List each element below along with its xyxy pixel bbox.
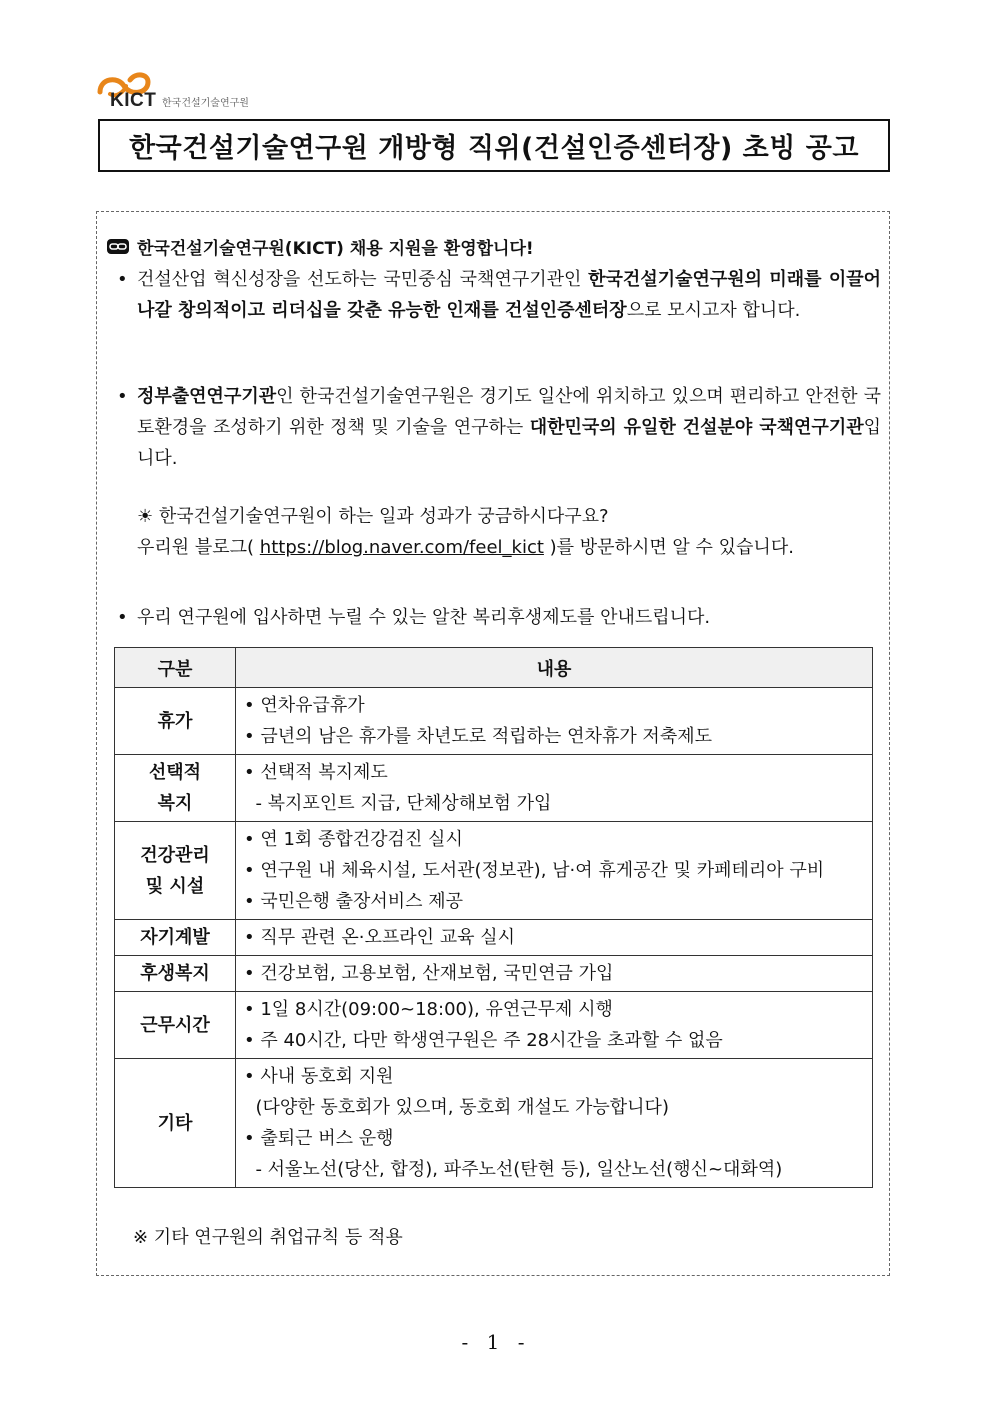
row-category: 자기계발 <box>115 920 236 956</box>
content-line: - 서울노선(당산, 합정), 파주노선(탄현 등), 일산노선(행신~대화역) <box>244 1159 783 1180</box>
logo-name: 한국건설기술연구원 <box>162 98 249 109</box>
table-row <box>115 1059 873 1188</box>
content-line: - 복지포인트 지급, 단체상해보험 가입 <box>244 793 552 814</box>
welcome-text: 한국건설기술연구원(KICT) 채용 지원을 환영합니다! <box>137 239 534 259</box>
p1-a: 건설산업 혁신성장을 선도하는 국민중심 국책연구기관인 <box>137 269 589 290</box>
p2-a: 정부출연연구기관 <box>137 386 277 407</box>
table-row <box>115 755 873 822</box>
bullet-icon: • <box>117 607 128 628</box>
intro-paragraph-3 <box>117 602 881 633</box>
row-category: 건강관리 및 시설 <box>115 822 236 920</box>
link-icon <box>107 239 129 254</box>
p2-c: 대한민국의 유일한 건설분야 국책연구기관 <box>529 417 864 438</box>
content-line: • 선택적 복지제도 <box>244 762 388 783</box>
p1-c: 으로 모시고자 합니다. <box>626 300 801 321</box>
row-content <box>236 822 873 920</box>
blog-question: ☀ 한국건설기술연구원이 하는 일과 성과가 궁금하시다구요? <box>137 506 609 527</box>
blog-line <box>137 532 794 563</box>
content-line: • 출퇴근 버스 운행 <box>244 1128 394 1149</box>
p2-d: 입니다. <box>137 417 881 469</box>
header-content: 내용 <box>236 648 873 688</box>
blog-post: )를 방문하시면 알 수 있습니다. <box>543 537 794 558</box>
bullet-icon: • <box>117 386 128 407</box>
content-line: • 건강보험, 고용보험, 산재보험, 국민연금 가입 <box>244 963 614 984</box>
bullet-icon: • <box>117 269 128 290</box>
content-box <box>96 211 890 1276</box>
content-line: • 사내 동호회 지원 <box>244 1066 394 1087</box>
intro-paragraph-2 <box>117 381 881 474</box>
benefits-table <box>114 647 873 1188</box>
page-number: - 1 - <box>461 1330 531 1354</box>
p1-b: 한국건설기술연구원의 미래를 이끌어 나갈 창의적이고 리더십을 갖춘 유능한 인재를 건설인증센터장 <box>137 269 881 321</box>
logo-text: KICT <box>110 90 157 111</box>
row-content <box>236 755 873 822</box>
content-line: • 1일 8시간(09:00~18:00), 유연근무제 시행 <box>244 999 613 1020</box>
row-content <box>236 1059 873 1188</box>
content-line: • 금년의 남은 휴가를 차년도로 적립하는 연차휴가 저축제도 <box>244 726 712 747</box>
table-row <box>115 920 873 956</box>
row-category: 기타 <box>115 1059 236 1188</box>
content-line: • 국민은행 출장서비스 제공 <box>244 891 464 912</box>
welcome-heading <box>107 234 534 259</box>
row-content <box>236 956 873 992</box>
blog-pre: 우리원 블로그( <box>137 537 260 558</box>
row-content <box>236 920 873 956</box>
p2-b: 인 한국건설기술연구원은 경기도 일산에 위치하고 있으며 편리하고 안전한 국토환경을 조성하기 위한 정책 및 기술을 연구하는 <box>137 386 881 438</box>
blog-link[interactable]: https://blog.naver.com/feel_kict <box>259 537 544 558</box>
table-row <box>115 956 873 992</box>
content-line: (다양한 동호회가 있으며, 동호회 개설도 가능합니다) <box>244 1097 669 1118</box>
row-category: 근무시간 <box>115 992 236 1059</box>
content-line: • 연구원 내 체육시설, 도서관(정보관), 남·여 휴게공간 및 카페테리아 구비 <box>244 860 825 881</box>
row-category: 휴가 <box>115 688 236 755</box>
row-category: 선택적 복지 <box>115 755 236 822</box>
p3-text: 우리 연구원에 입사하면 누릴 수 있는 알찬 복리후생제도를 안내드립니다. <box>137 607 711 628</box>
header-category: 구분 <box>115 648 236 688</box>
table-row <box>115 822 873 920</box>
row-content <box>236 992 873 1059</box>
content-line: • 연차유급휴가 <box>244 695 365 716</box>
intro-paragraph-1 <box>117 264 881 326</box>
row-category: 후생복지 <box>115 956 236 992</box>
content-line: • 직무 관련 온·오프라인 교육 실시 <box>244 927 515 948</box>
row-content <box>236 688 873 755</box>
content-line: • 연 1회 종합건강검진 실시 <box>244 829 463 850</box>
page-title: 한국건설기술연구원 개방형 직위(건설인증센터장) 초빙 공고 <box>129 133 859 164</box>
table-header-row <box>115 648 873 688</box>
title-box <box>98 119 890 172</box>
table-row <box>115 992 873 1059</box>
table-row <box>115 688 873 755</box>
content-line: • 주 40시간, 다만 학생연구원은 주 28시간을 초과할 수 없음 <box>244 1030 723 1051</box>
kict-logo <box>96 72 266 112</box>
footnote: ※ 기타 연구원의 취업규칙 등 적용 <box>133 1227 403 1248</box>
